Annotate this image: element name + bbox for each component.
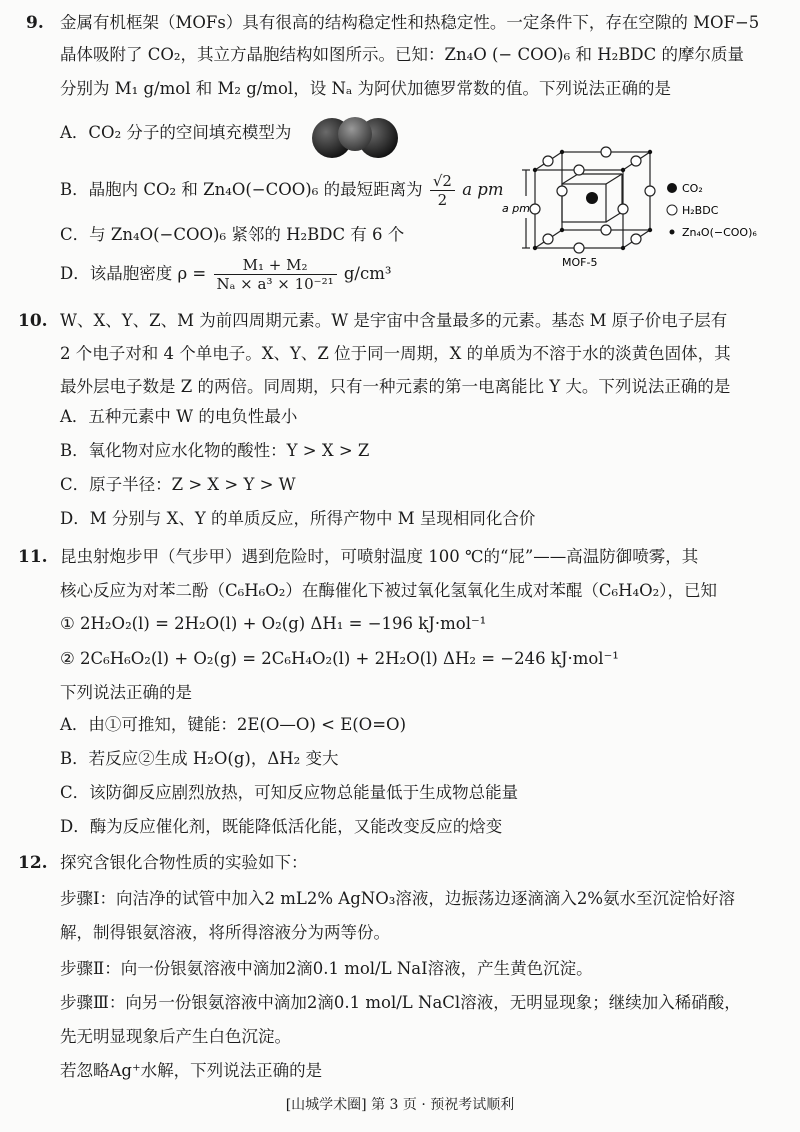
q9-option-d-unit: g/cm³ bbox=[343, 264, 392, 283]
legend-zn-marker bbox=[670, 230, 675, 235]
q9-option-b-text: B．晶胞内 CO₂ 和 Zn₄O(−COO)₆ 的最短距离为 bbox=[60, 180, 423, 199]
co2-center-atom bbox=[586, 192, 598, 204]
q9-option-d-fraction bbox=[214, 256, 337, 293]
question-12-step-3-cont: 先无明显现象后产生白色沉淀。 bbox=[60, 1027, 291, 1046]
q9-option-b bbox=[60, 172, 504, 209]
question-9-number: 9. bbox=[26, 13, 44, 33]
question-9-line-1: 金属有机框架（MOFs）具有很高的结构稳定性和热稳定性。一定条件下，存在空隙的 MOF−5 bbox=[60, 13, 760, 32]
question-11-line-1: 昆虫射炮步甲（气步甲）遇到危险时，可喷射温度 100 ℃的“屁”——高温防御喷雾，其 bbox=[60, 547, 699, 566]
q11-option-d: D．酶为反应催化剂，既能降低活化能，又能改变反应的焓变 bbox=[60, 817, 503, 836]
fraction-numerator: M₁ + M₂ bbox=[214, 256, 337, 275]
question-11-prompt: 下列说法正确的是 bbox=[60, 683, 192, 702]
question-11-equation-1: ① 2H₂O₂(l) = 2H₂O(l) + O₂(g) ΔH₁ = −196 kJ·mol⁻¹ bbox=[60, 614, 487, 633]
legend-h2bdc-marker bbox=[667, 205, 677, 215]
question-12-step-1-cont: 解，制得银氨溶液，将所得溶液分为两等份。 bbox=[60, 923, 390, 942]
legend-h2bdc-label: H₂BDC bbox=[682, 204, 719, 217]
co2-space-filling-model bbox=[310, 112, 400, 160]
question-12-step-3: 步骤Ⅲ：向另一份银氨溶液中滴加2滴0.1 mol/L NaCl溶液，无明显现象；继续加入稀硝酸， bbox=[60, 993, 741, 1012]
question-10-line-2: 2 个电子对和 4 个单电子。X、Y、Z 位于同一周期，X 的单质为不溶于水的淡黄色固体，其 bbox=[60, 344, 731, 363]
q9-option-c: C．与 Zn₄O(−COO)₆ 紧邻的 H₂BDC 有 6 个 bbox=[60, 225, 405, 244]
q9-option-d bbox=[60, 256, 391, 293]
question-12-number: 12. bbox=[18, 853, 48, 873]
legend-co2-label: CO₂ bbox=[682, 182, 703, 195]
q9-option-a bbox=[60, 122, 291, 144]
question-12-line-1: 探究含银化合物性质的实验如下： bbox=[60, 853, 308, 872]
question-12-step-2: 步骤Ⅱ：向一份银氨溶液中滴加2滴0.1 mol/L NaI溶液，产生黄色沉淀。 bbox=[60, 959, 593, 978]
mof5-unit-cell-figure bbox=[500, 140, 790, 270]
question-12-step-1: 步骤Ⅰ：向洁净的试管中加入2 mL2% AgNO₃溶液，边振荡边逐滴滴入2%氨水至沉淀恰好溶 bbox=[60, 889, 736, 908]
question-12-prompt: 若忽略Ag⁺水解，下列说法正确的是 bbox=[60, 1061, 323, 1080]
q11-option-b: B．若反应②生成 H₂O(g)，ΔH₂ 变大 bbox=[60, 749, 339, 768]
question-10-line-3: 最外层电子数是 Z 的两倍。同周期，只有一种元素的第一电离能比 Y 大。下列说法正确的是 bbox=[60, 377, 731, 396]
question-9-line-2: 晶体吸附了 CO₂，其立方晶胞结构如图所示。已知：Zn₄O (− COO)₆ 和 H₂BDC 的摩尔质量 bbox=[60, 45, 744, 64]
fraction-denominator: 2 bbox=[437, 191, 448, 209]
question-11-number: 11. bbox=[18, 547, 48, 567]
inner-cube bbox=[562, 184, 606, 222]
question-11-equation-2: ② 2C₆H₆O₂(l) + O₂(g) = 2C₆H₄O₂(l) + 2H₂O(l) ΔH₂ = −246 kJ·mol⁻¹ bbox=[60, 649, 619, 668]
question-10-number: 10. bbox=[18, 311, 48, 331]
q9-option-b-unit: a pm bbox=[462, 180, 504, 199]
q9-option-b-fraction bbox=[430, 172, 455, 209]
q10-option-c: C．原子半径：Z > X > Y > W bbox=[60, 475, 296, 494]
fraction-numerator: √2 bbox=[430, 172, 455, 191]
q9-option-a-text: A．CO₂ 分子的空间填充模型为 bbox=[60, 123, 292, 142]
edge-label: a pm bbox=[502, 202, 530, 215]
figure-caption: MOF-5 bbox=[562, 256, 598, 269]
question-11-line-2: 核心反应为对苯二酚（C₆H₆O₂）在酶催化下被过氧化氢氧化生成对苯醌（C₆H₄O₂），已知 bbox=[60, 581, 718, 600]
fraction-denominator: Nₐ × a³ × 10⁻²¹ bbox=[216, 275, 334, 293]
q9-option-d-text: D．该晶胞密度 ρ = bbox=[60, 264, 207, 283]
q10-option-d: D．M 分别与 X、Y 的单质反应，所得产物中 M 呈现相同化合价 bbox=[60, 509, 536, 528]
question-9-line-3: 分别为 M₁ g/mol 和 M₂ g/mol，设 Nₐ 为阿伏加德罗常数的值。下列说法正确的是 bbox=[60, 79, 671, 98]
carbon-atom bbox=[338, 117, 372, 151]
q11-option-a: A．由①可推知，键能：2E(O—O) < E(O=O) bbox=[60, 715, 407, 734]
q11-option-c: C．该防御反应剧烈放热，可知反应物总能量低于生成物总能量 bbox=[60, 783, 519, 802]
legend-co2-marker bbox=[667, 183, 677, 193]
q10-option-a: A．五种元素中 W 的电负性最小 bbox=[60, 407, 298, 426]
page-footer: [山城学术圈] 第 3 页 · 预祝考试顺利 bbox=[285, 1097, 515, 1113]
legend-zn-label: Zn₄O(−COO)₆ bbox=[682, 226, 757, 239]
question-10-line-1: W、X、Y、Z、M 为前四周期元素。W 是宇宙中含量最多的元素。基态 M 原子价电子层有 bbox=[60, 311, 728, 330]
q10-option-b: B．氧化物对应水化物的酸性：Y > X > Z bbox=[60, 441, 370, 460]
